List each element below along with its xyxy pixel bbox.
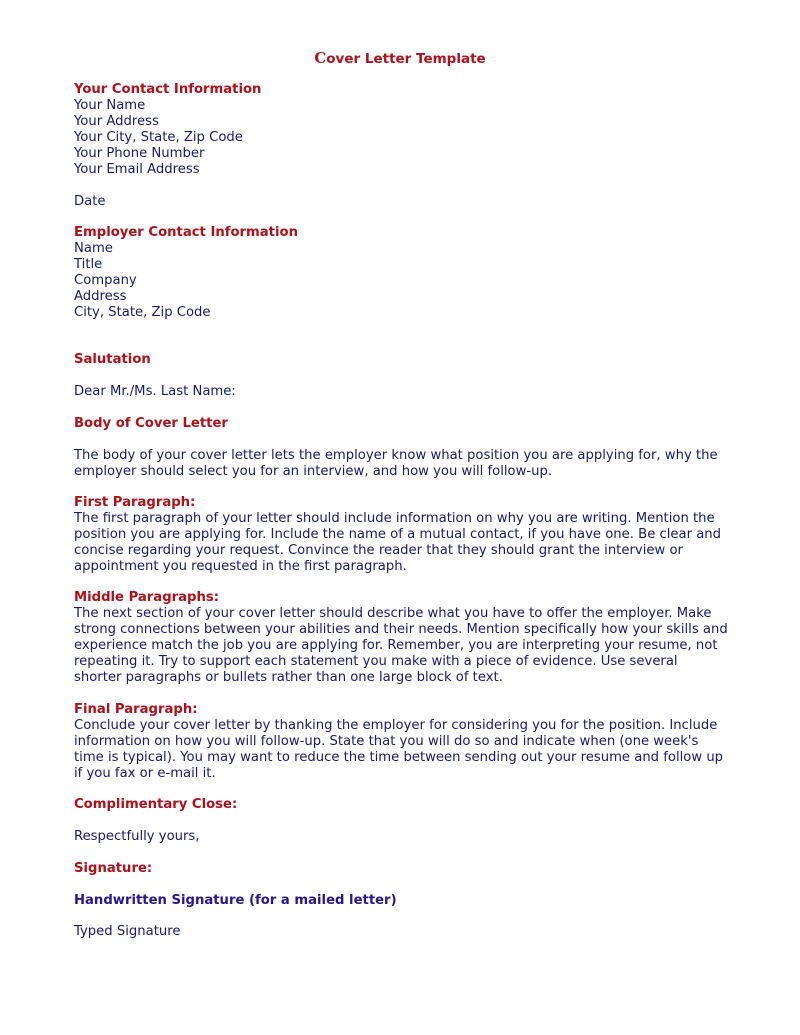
salutation-text-block bbox=[74, 384, 734, 400]
close-text-block bbox=[74, 829, 734, 845]
body-line: employer should select you for an interview, and how you will follow-up. bbox=[74, 464, 553, 479]
salutation-heading: Salutation bbox=[74, 352, 151, 367]
first-paragraph-line: position you are applying for. Include the name of a mutual contact, if you have one. Be clear and bbox=[74, 527, 722, 542]
middle-paragraph-line: shorter paragraphs or bullets rather than one large block of text. bbox=[74, 670, 503, 685]
body-text bbox=[74, 448, 734, 480]
employer-line: City, State, Zip Code bbox=[74, 305, 211, 320]
final-paragraph-section bbox=[74, 702, 734, 782]
middle-paragraphs-heading: Middle Paragraphs: bbox=[74, 590, 219, 605]
first-paragraph-section bbox=[74, 495, 734, 575]
close-heading-block bbox=[74, 797, 734, 813]
middle-paragraph-line: experience match the job you are applying for. Remember, you are interpreting your resume, not bbox=[74, 638, 718, 653]
first-paragraph-heading: First Paragraph: bbox=[74, 495, 196, 510]
salutation-heading-block bbox=[74, 352, 734, 368]
final-paragraph-line: if you fax or e-mail it. bbox=[74, 766, 216, 781]
employer-line: Company bbox=[74, 273, 137, 288]
contact-line: Your Email Address bbox=[74, 162, 200, 177]
middle-paragraphs-section bbox=[74, 590, 734, 686]
employer-section bbox=[74, 225, 734, 321]
final-paragraph-heading: Final Paragraph: bbox=[74, 702, 198, 717]
first-paragraph-line: appointment you requested in the first paragraph. bbox=[74, 559, 407, 574]
middle-paragraph-line: The next section of your cover letter should describe what you have to offer the employer. Make bbox=[74, 606, 712, 621]
title-rest: over Letter Template bbox=[326, 51, 486, 67]
handwritten-signature: Handwritten Signature (for a mailed letter) bbox=[74, 893, 397, 908]
title-initial: C bbox=[314, 49, 327, 67]
contact-section bbox=[74, 82, 734, 178]
close-heading: Complimentary Close: bbox=[74, 797, 238, 812]
final-paragraph-line: Conclude your cover letter by thanking the employer for considering you for the position. Include bbox=[74, 718, 718, 733]
final-paragraph-line: time is typical). You may want to reduce the time between sending out your resume and follow up bbox=[74, 750, 724, 765]
body-heading-block bbox=[74, 416, 734, 432]
employer-heading: Employer Contact Information bbox=[74, 225, 298, 240]
close-text: Respectfully yours, bbox=[74, 829, 200, 844]
typed-signature: Typed Signature bbox=[74, 924, 181, 939]
middle-paragraph-line: strong connections between your abilities and their needs. Mention specifically how your skills and bbox=[74, 622, 728, 637]
employer-line: Title bbox=[74, 257, 103, 272]
middle-paragraph-line: repeating it. Try to support each statement you make with a piece of evidence. Use several bbox=[74, 654, 678, 669]
contact-heading: Your Contact Information bbox=[74, 82, 262, 97]
body-line: The body of your cover letter lets the employer know what position you are applying for, why the bbox=[74, 448, 718, 463]
employer-line: Name bbox=[74, 241, 113, 256]
contact-line: Your Address bbox=[74, 114, 159, 129]
contact-line: Your Name bbox=[74, 98, 146, 113]
final-paragraph-line: information on how you will follow-up. State that you will do so and indicate when (one week's bbox=[74, 734, 699, 749]
first-paragraph-line: The first paragraph of your letter should include information on why you are writing. Mention the bbox=[74, 511, 715, 526]
signature-heading: Signature: bbox=[74, 861, 153, 876]
employer-line: Address bbox=[74, 289, 127, 304]
signature-heading-block bbox=[74, 861, 734, 877]
handwritten-signature-block bbox=[74, 893, 734, 909]
contact-line: Your Phone Number bbox=[74, 146, 205, 161]
body-heading: Body of Cover Letter bbox=[74, 416, 228, 431]
salutation-text: Dear Mr./Ms. Last Name: bbox=[74, 384, 236, 399]
contact-line: Your City, State, Zip Code bbox=[74, 130, 243, 145]
typed-signature-block bbox=[74, 924, 734, 940]
page-title bbox=[0, 49, 800, 68]
first-paragraph-line: concise regarding your request. Convince the reader that they should grant the interview or bbox=[74, 543, 683, 558]
date-line: Date bbox=[74, 194, 106, 209]
